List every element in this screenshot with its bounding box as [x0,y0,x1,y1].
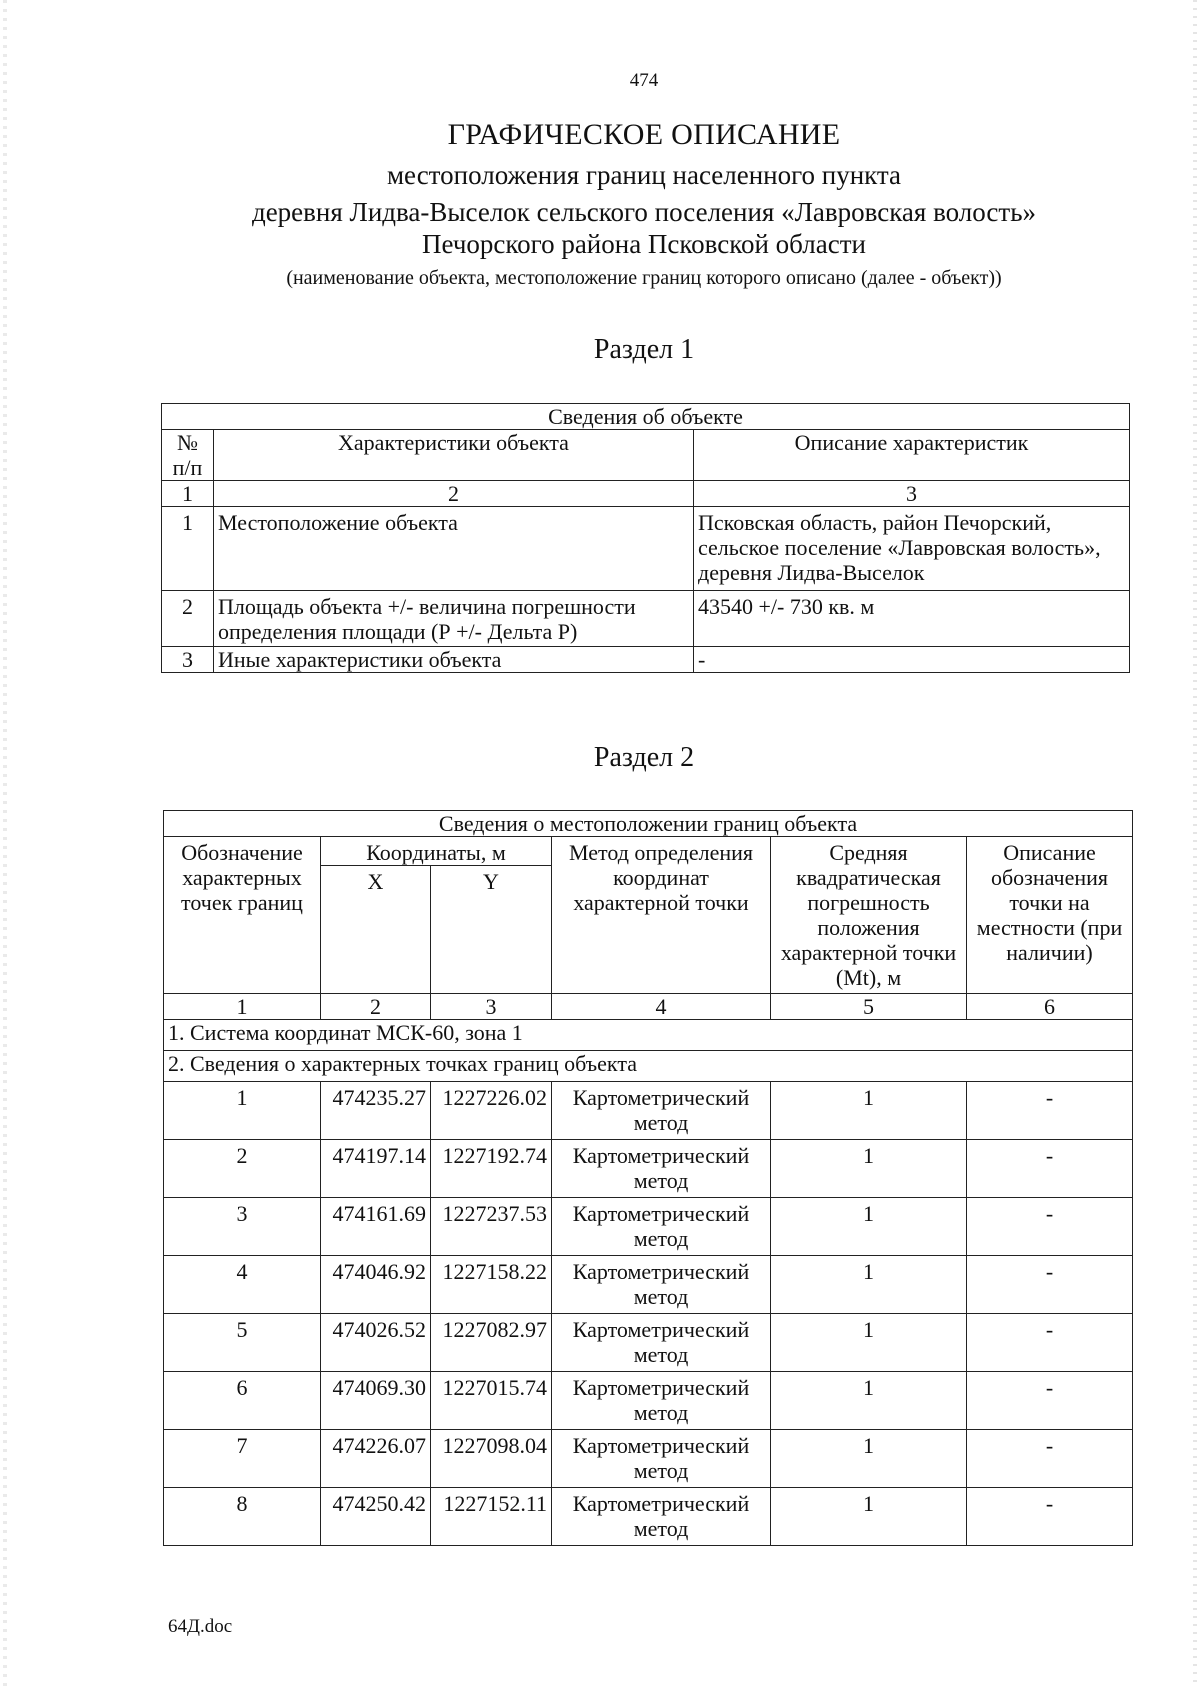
table-row [164,1372,1133,1430]
table-row [164,1082,1133,1140]
table-header-row [164,837,1133,866]
row-y: 1227082.97 [431,1314,552,1372]
row-x: 474069.30 [321,1372,431,1430]
header-coordinates: Координаты, м [321,837,552,866]
table-row [162,647,1130,673]
table-row [164,1256,1133,1314]
footer-filename: 64Д.doc [168,1616,233,1637]
row-x: 474250.42 [321,1488,431,1546]
table-row [164,1488,1133,1546]
row-num: 1 [162,507,214,591]
header-point-description: Описание обозначения точки на местности (при наличии) [967,837,1133,994]
column-number: 4 [552,994,771,1020]
row-method: Картометрический метод [552,1430,771,1488]
row-description: - [694,647,1130,673]
table-row [164,1430,1133,1488]
column-number-row [162,481,1130,507]
row-point: 6 [164,1372,321,1430]
column-number: 1 [162,481,214,507]
row-point: 7 [164,1430,321,1488]
row-description: Псковская область, район Печорский, сельское поселение «Лавровская волость», деревня Лидва-Выселок [694,507,1130,591]
row-x: 474226.07 [321,1430,431,1488]
coord-system-row [164,1020,1133,1051]
row-method: Картометрический метод [552,1256,771,1314]
row-method: Картометрический метод [552,1082,771,1140]
header-point: Обозначение характерных точек границ [164,837,321,994]
header-num: № п/п [162,430,214,481]
row-point: 4 [164,1256,321,1314]
row-method: Картометрический метод [552,1140,771,1198]
row-y: 1227226.02 [431,1082,552,1140]
document-title: ГРАФИЧЕСКОЕ ОПИСАНИЕ [447,118,841,151]
row-characteristic: Площадь объекта +/- величина погрешности определения площади (Р +/- Дельта Р) [214,591,694,647]
object-info-table [161,403,1130,673]
row-y: 1227158.22 [431,1256,552,1314]
row-error: 1 [771,1488,967,1546]
coord-system: 1. Система координат МСК-60, зона 1 [164,1020,1133,1051]
column-number: 2 [214,481,694,507]
column-number: 3 [694,481,1130,507]
header-x: X [321,866,431,994]
row-point-description: - [967,1488,1133,1546]
table-row [162,507,1130,591]
row-error: 1 [771,1372,967,1430]
table-header-row [162,430,1130,481]
object-info-table-title: Сведения об объекте [162,404,1130,430]
column-number: 5 [771,994,967,1020]
row-characteristic: Иные характеристики объекта [214,647,694,673]
row-y: 1227015.74 [431,1372,552,1430]
row-x: 474046.92 [321,1256,431,1314]
row-point: 2 [164,1140,321,1198]
row-error: 1 [771,1256,967,1314]
points-title-row [164,1051,1133,1082]
row-point: 3 [164,1198,321,1256]
row-characteristic: Местоположение объекта [214,507,694,591]
row-method: Картометрический метод [552,1488,771,1546]
row-y: 1227152.11 [431,1488,552,1546]
subtitle-line-1: местоположения границ населенного пункта [386,160,902,190]
header-description: Описание характеристик [694,430,1130,481]
boundary-points-table [163,810,1133,1546]
subtitle-line-3: Печорского района Псковской области [422,229,866,259]
row-description: 43540 +/- 730 кв. м [694,591,1130,647]
row-y: 1227098.04 [431,1430,552,1488]
row-num: 2 [162,591,214,647]
row-y: 1227192.74 [431,1140,552,1198]
column-number: 3 [431,994,552,1020]
row-point: 1 [164,1082,321,1140]
table-row [164,1314,1133,1372]
row-point-description: - [967,1372,1133,1430]
row-method: Картометрический метод [552,1372,771,1430]
row-error: 1 [771,1140,967,1198]
row-point-description: - [967,1140,1133,1198]
row-x: 474161.69 [321,1198,431,1256]
row-num: 3 [162,647,214,673]
boundary-table-title: Сведения о местоположении границ объекта [164,811,1133,837]
column-number: 6 [967,994,1133,1020]
row-point-description: - [967,1256,1133,1314]
column-number: 1 [164,994,321,1020]
row-y: 1227237.53 [431,1198,552,1256]
table-row [164,1140,1133,1198]
header-method: Метод определения координат характерной точки [552,837,771,994]
row-error: 1 [771,1314,967,1372]
row-point-description: - [967,1198,1133,1256]
row-error: 1 [771,1430,967,1488]
row-error: 1 [771,1082,967,1140]
row-method: Картометрический метод [552,1314,771,1372]
section-1-title: Раздел 1 [593,334,695,365]
column-number-row [164,994,1133,1020]
subtitle-line-2: деревня Лидва-Выселок сельского поселения «Лавровская волость» [251,197,1037,227]
page-number: 474 [629,70,659,91]
row-point-description: - [967,1430,1133,1488]
column-number: 2 [321,994,431,1020]
table-title-row [164,811,1133,837]
row-point-description: - [967,1082,1133,1140]
table-row [164,1198,1133,1256]
row-error: 1 [771,1198,967,1256]
table-title-row [162,404,1130,430]
object-caption: (наименование объекта, местоположение границ которого описано (далее - объект)) [286,267,1002,289]
section-2-title: Раздел 2 [593,742,695,773]
header-error: Средняя квадратическая погрешность положения характерной точки (Mt), м [771,837,967,994]
row-x: 474197.14 [321,1140,431,1198]
row-point: 8 [164,1488,321,1546]
row-point-description: - [967,1314,1133,1372]
table-row [162,591,1130,647]
row-x: 474235.27 [321,1082,431,1140]
header-y: Y [431,866,552,994]
header-characteristic: Характеристики объекта [214,430,694,481]
row-point: 5 [164,1314,321,1372]
row-method: Картометрический метод [552,1198,771,1256]
points-title: 2. Сведения о характерных точках границ объекта [164,1051,1133,1082]
row-x: 474026.52 [321,1314,431,1372]
